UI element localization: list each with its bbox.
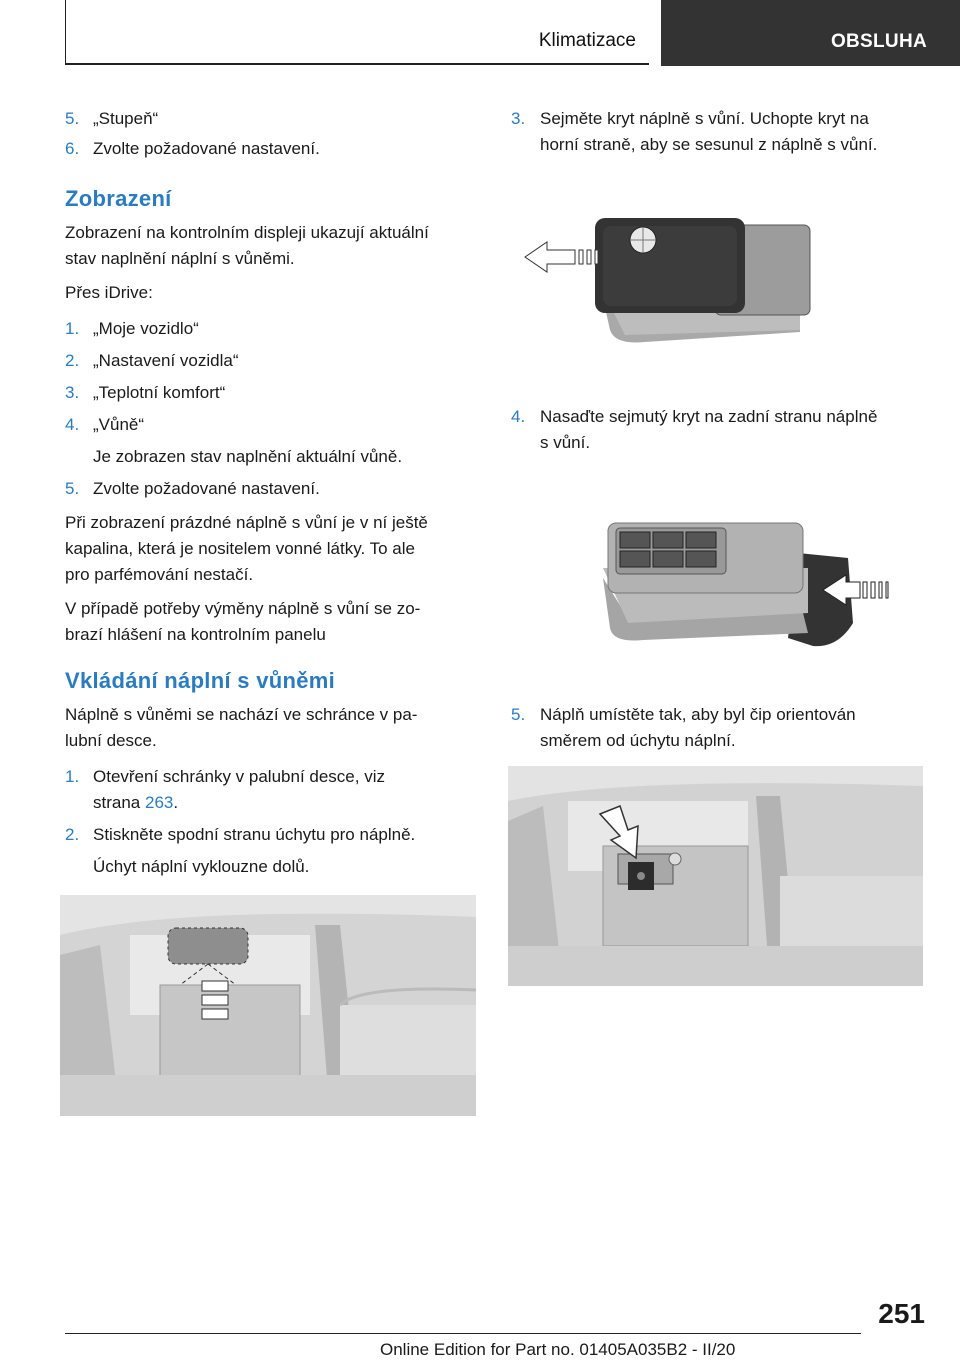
step-number: 2.: [65, 351, 80, 370]
step-text-part: strana: [93, 793, 145, 812]
step-text: Zvolte požadované nastavení.: [93, 139, 320, 158]
header-left-rule: [65, 0, 66, 64]
paragraph-line: Zobrazení na kontrolním displeji ukazují aktuální: [65, 223, 429, 242]
step-text: Stiskněte spodní stranu úchytu pro náplně.: [93, 825, 416, 844]
step-number: 5.: [65, 109, 80, 128]
step-subtext: Úchyt náplní vyklouzne dolů.: [93, 857, 310, 876]
step-text: „Nastavení vozidla“: [93, 351, 239, 370]
step-number: 4.: [511, 407, 526, 426]
footer-rule: [65, 1333, 861, 1334]
step-text-part: .: [173, 793, 179, 812]
remove-cover-illustration: [515, 210, 815, 350]
paragraph-line: stav naplnění náplní s vůněmi.: [65, 249, 295, 268]
step-text-line2: s vůní.: [540, 433, 591, 452]
step-text-line2: směrem od úchytu náplní.: [540, 731, 736, 750]
step-text: Otevření schránky v palubní desce, viz: [93, 767, 385, 786]
section-heading-display: Zobrazení: [65, 186, 172, 211]
step-text: Náplň umístěte tak, aby byl čip orientován: [540, 705, 856, 724]
step-text: „Stupeň“: [93, 109, 159, 128]
step-text-line2: [93, 790, 178, 816]
footer-edition: Online Edition for Part no. 01405A035B2 - II/20: [380, 1340, 736, 1359]
step-text: Nasaďte sejmutý kryt na zadní stranu náplně: [540, 407, 878, 426]
step-number: 3.: [65, 383, 80, 402]
paragraph-line: Přes iDrive:: [65, 283, 153, 302]
step-number: 3.: [511, 109, 526, 128]
step-number: 1.: [65, 767, 80, 786]
step-text: „Vůně“: [93, 415, 145, 434]
page-link-263[interactable]: 263: [144, 793, 174, 812]
step-number: 2.: [65, 825, 80, 844]
paragraph-line: pro parfémování nestačí.: [65, 565, 254, 584]
step-text-line2: horní straně, aby se sesunul z náplně s vůní.: [540, 135, 878, 154]
glovebox-illustration: [60, 895, 476, 1116]
page-number: 251: [878, 1298, 925, 1329]
paragraph-line: lubní desce.: [65, 731, 157, 750]
step-text: „Teplotní komfort“: [93, 383, 226, 402]
step-number: 4.: [65, 415, 80, 434]
step-text: Sejměte kryt náplně s vůní. Uchopte kryt na: [540, 109, 869, 128]
step-number: 5.: [65, 479, 80, 498]
placed-cartridge-illustration: [508, 766, 923, 986]
paragraph-line: brazí hlášení na kontrolním panelu: [65, 625, 326, 644]
header-chapter-tab[interactable]: [661, 0, 960, 66]
step-number: 6.: [65, 139, 80, 158]
header-section-title: Klimatizace: [538, 30, 636, 51]
step-subtext: Je zobrazen stav naplnění aktuální vůně.: [93, 447, 403, 466]
paragraph-line: V případě potřeby výměny náplně s vůní se zo-: [65, 599, 421, 618]
step-number: 1.: [65, 319, 80, 338]
section-heading-insert: Vkládání náplní s vůněmi: [65, 668, 336, 693]
header-chapter-label: OBSLUHA: [830, 31, 927, 52]
header-bottom-rule: [65, 63, 649, 65]
step-text: Zvolte požadované nastavení.: [93, 479, 320, 498]
attach-cover-illustration: [598, 518, 898, 653]
step-number: 5.: [511, 705, 526, 724]
paragraph-line: Náplně s vůněmi se nachází ve schránce v pa-: [65, 705, 418, 724]
paragraph-line: kapalina, která je nositelem vonné látky. To ale: [65, 539, 415, 558]
step-text: „Moje vozidlo“: [93, 319, 199, 338]
paragraph-line: Při zobrazení prázdné náplně s vůní je v ní ještě: [65, 513, 428, 532]
